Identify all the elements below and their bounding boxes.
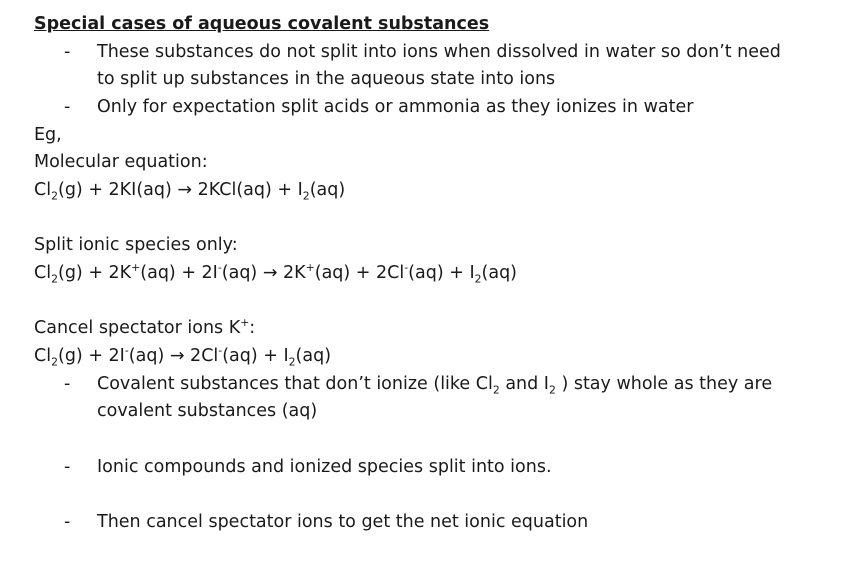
bullet-exception: Only for expectation split acids or ammonia as they ionizes in water (97, 97, 694, 117)
bullet-dash: - (64, 374, 71, 394)
bullet-dash: - (64, 457, 71, 477)
bullet-dash: - (64, 42, 71, 62)
page-title: Special cases of aqueous covalent substances (34, 14, 490, 34)
bullet-covalent-line1: Covalent substances that don’t ionize (like $Cl_2$ and $I_2$ ) stay whole as they are (97, 374, 773, 397)
bullet-no-split-line1: These substances do not split into ions when dissolved in water so don’t need (97, 42, 781, 62)
bullet-cancel: Then cancel spectator ions to get the net ionic equation (97, 512, 589, 532)
molecular-equation: $Cl_2(g) + 2KI(aq) \to 2KCl(aq) + I_2(aq)$ (34, 180, 346, 203)
cancel-spectator-label: Cancel spectator ions K+: (34, 316, 256, 338)
bullet-dash: - (64, 97, 71, 117)
bullet-dash: - (64, 512, 71, 532)
split-ionic-label: Split ionic species only: (34, 235, 238, 255)
bullet-covalent-line2: covalent substances (aq) (97, 401, 318, 421)
bullet-no-split-line2: to split up substances in the aqueous state into ions (97, 69, 556, 89)
split-ionic-equation: $Cl_2(g) + 2K^+(aq) + 2I^-(aq) \to 2K^+(aq) + 2Cl^-(aq) + I_2(aq)$ (34, 261, 518, 286)
bullet-ionic: Ionic compounds and ionized species split into ions. (97, 457, 552, 477)
eg-label: Eg, (34, 125, 62, 145)
net-ionic-equation: $Cl_2(g) + 2I^-(aq) \to 2Cl^-(aq) + I_2(aq)$ (34, 344, 332, 369)
molecular-equation-label: Molecular equation: (34, 152, 208, 172)
